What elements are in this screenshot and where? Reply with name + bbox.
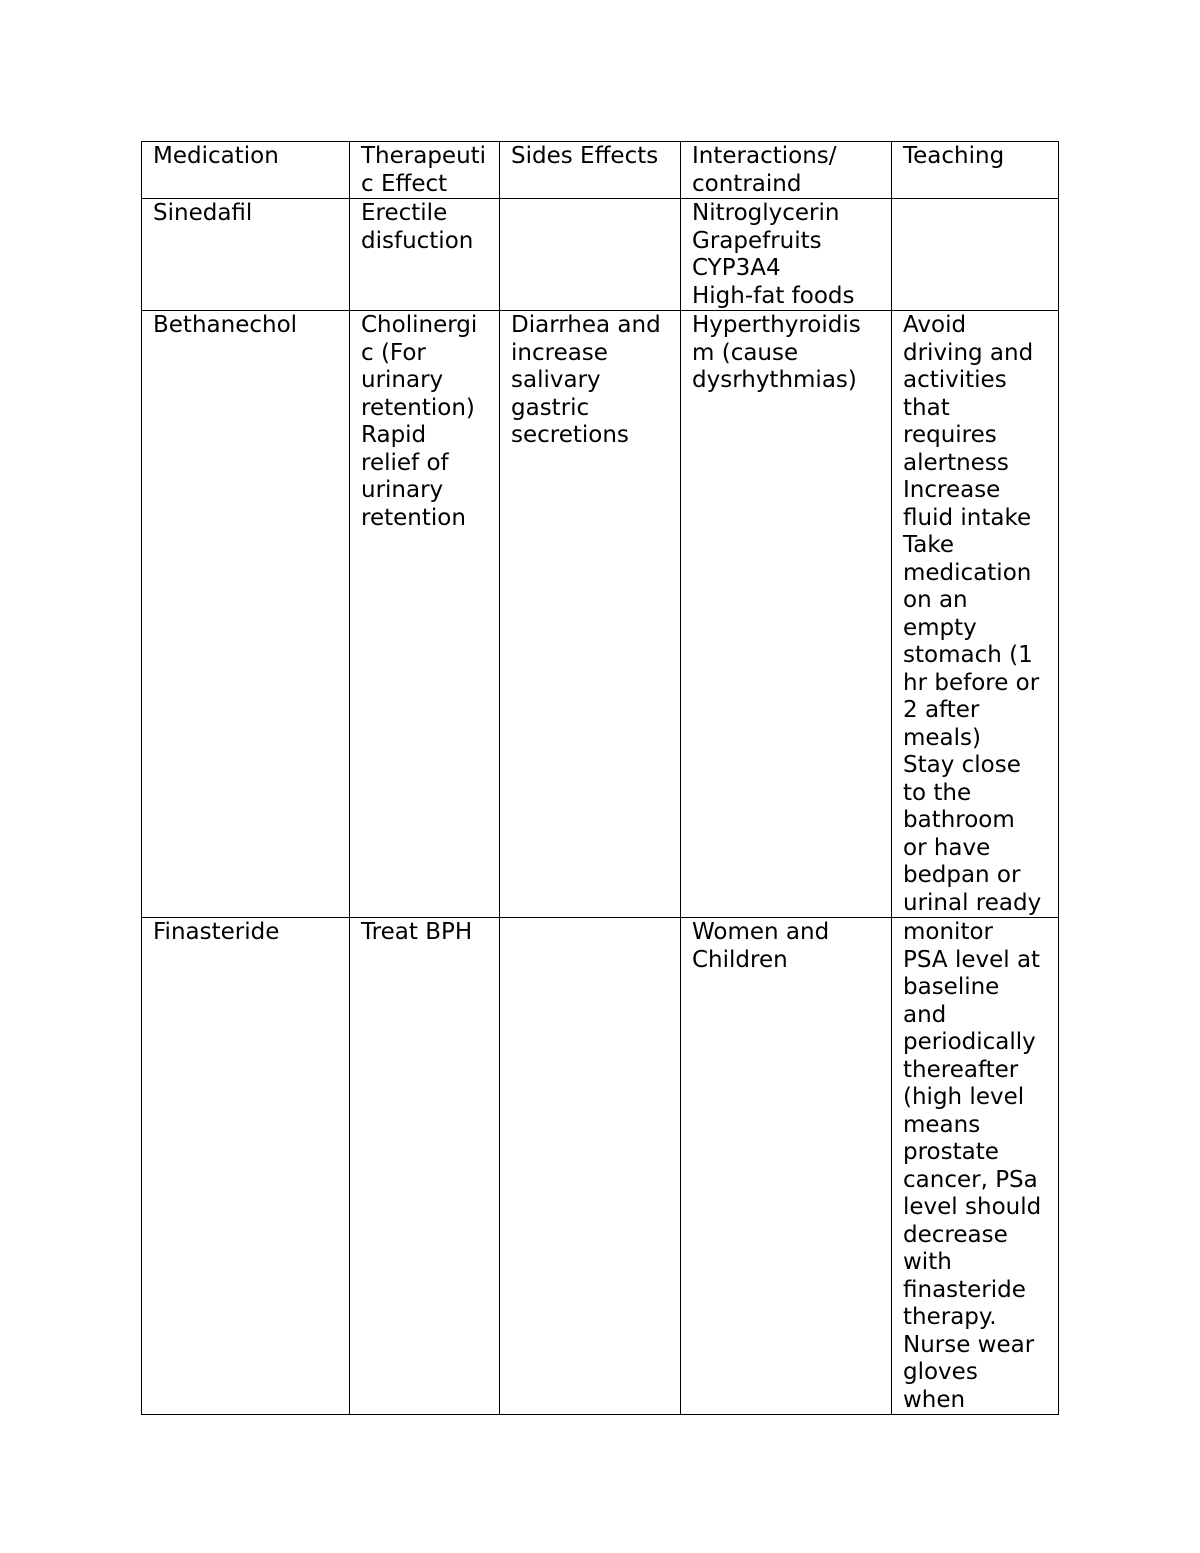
cell-side-effects bbox=[500, 918, 681, 1415]
cell-side-effects bbox=[500, 199, 681, 311]
cell-therapeutic-effect: Treat BPH bbox=[350, 918, 500, 1415]
cell-therapeutic-effect: Erectile disfuction bbox=[350, 199, 500, 311]
medication-table bbox=[141, 141, 1059, 1415]
cell-medication: Bethanechol bbox=[142, 311, 350, 918]
cell-interactions: Nitroglycerin Grapefruits CYP3A4 High-fat foods bbox=[681, 199, 892, 311]
cell-teaching: Avoid driving and activities that requires alertness Increase fluid intake Take medication on an empty stomach (1 hr before or 2 after meals) Stay close to the bathroom or have bedpan or urinal ready bbox=[892, 311, 1059, 918]
header-teaching: Teaching bbox=[892, 142, 1059, 199]
cell-interactions: Women and Children bbox=[681, 918, 892, 1415]
header-side-effects: Sides Effects bbox=[500, 142, 681, 199]
table-row bbox=[142, 311, 1059, 918]
header-therapeutic-effect: Therapeuti c Effect bbox=[350, 142, 500, 199]
table-row bbox=[142, 199, 1059, 311]
cell-medication: Finasteride bbox=[142, 918, 350, 1415]
header-medication: Medication bbox=[142, 142, 350, 199]
header-row bbox=[142, 142, 1059, 199]
table-row bbox=[142, 918, 1059, 1415]
cell-medication: Sinedafil bbox=[142, 199, 350, 311]
cell-teaching: monitor PSA level at baseline and periodically thereafter (high level means prostate cancer, PSa level should decrease with finasteride therapy. Nurse wear gloves when bbox=[892, 918, 1059, 1415]
cell-therapeutic-effect: Cholinergi c (For urinary retention) Rapid relief of urinary retention bbox=[350, 311, 500, 918]
cell-interactions: Hyperthyroidis m (cause dysrhythmias) bbox=[681, 311, 892, 918]
header-interactions: Interactions/ contraind bbox=[681, 142, 892, 199]
cell-teaching bbox=[892, 199, 1059, 311]
cell-side-effects: Diarrhea and increase salivary gastric secretions bbox=[500, 311, 681, 918]
